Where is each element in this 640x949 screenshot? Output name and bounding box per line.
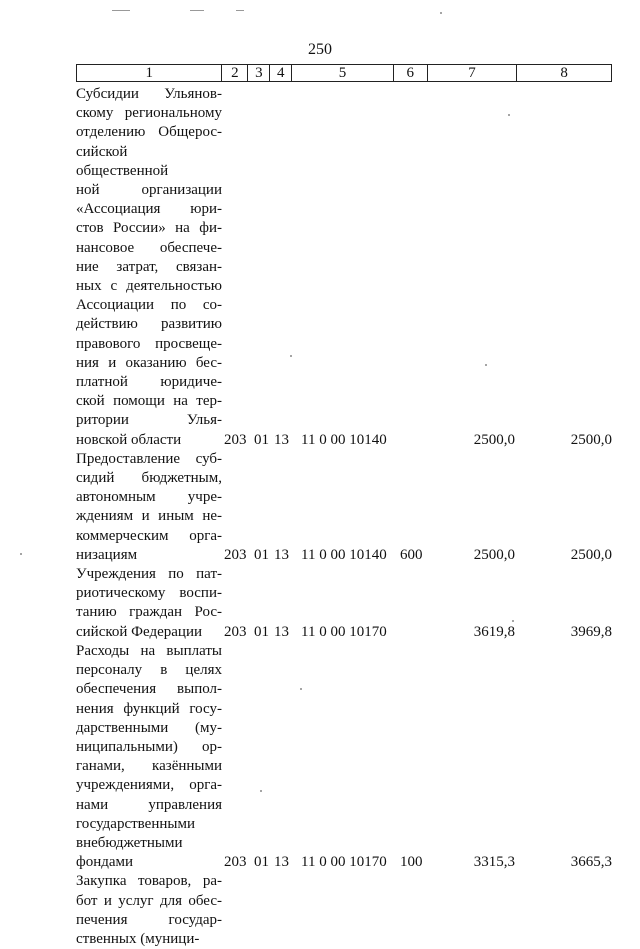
header-col-5: 5 (292, 65, 394, 81)
row-cell-c4: 13 (274, 431, 289, 448)
row-cell-c5: 11 0 00 10140 (301, 431, 387, 448)
row-cell-c7: 3315,3 (473, 854, 515, 871)
table-body (76, 82, 612, 949)
row-cell-c3: 01 (254, 431, 269, 448)
description-line: ной организации (76, 182, 222, 199)
description-line: фондами (76, 854, 134, 871)
row-cell-c6: 100 (400, 854, 423, 871)
row-description (76, 872, 222, 949)
row-cell-c7: 2500,0 (473, 431, 515, 448)
row-cell-c8: 2500,0 (570, 431, 612, 448)
scan-speck (440, 12, 442, 14)
scan-artifact-line (236, 10, 244, 11)
row-cell-c8: 3665,3 (570, 854, 612, 871)
table-row (76, 872, 612, 949)
description-line: платной юридиче- (76, 374, 222, 391)
description-line: Субсидии Ульянов- (76, 86, 222, 102)
description-line: Закупка товаров, ра- (76, 873, 222, 890)
description-line: сийской Федерации (76, 623, 203, 640)
row-cell-c5: 11 0 00 10140 (301, 546, 387, 563)
description-line: нансовое обеспече- (76, 239, 222, 256)
description-line: отделению Общерос- (76, 124, 222, 141)
description-line: внебюджетными (76, 834, 183, 851)
row-cell-c2: 203 (224, 623, 247, 640)
row-cell-c2: 203 (224, 854, 247, 871)
row-cell-c7: 3619,8 (473, 623, 515, 640)
row-cell-c7: 2500,0 (473, 546, 515, 563)
scan-speck (20, 553, 22, 555)
description-line: нами управления (76, 796, 222, 813)
description-line: ниципальными) ор- (76, 738, 222, 755)
description-line: Предоставление суб- (76, 450, 222, 467)
row-description (76, 642, 222, 872)
header-col-4: 4 (270, 65, 292, 81)
row-description (76, 450, 222, 565)
header-col-6: 6 (394, 65, 428, 81)
description-line: Расходы на выплаты (76, 642, 222, 659)
description-line: ритории Улья- (76, 412, 222, 429)
description-line: бот и услуг для обес- (76, 892, 222, 909)
description-line: ганами, казёнными (76, 758, 222, 775)
table-row (76, 85, 612, 450)
description-line: ния и оказанию бес- (76, 354, 222, 371)
description-line: нения функций госу- (76, 700, 222, 717)
description-line: сийской общественной (76, 143, 169, 179)
description-line: учреждениями, орга- (76, 777, 222, 794)
description-line: ждениям и иным не- (76, 508, 222, 525)
row-description (76, 85, 222, 450)
scan-artifact-line (112, 10, 130, 11)
row-cell-c5: 11 0 00 10170 (301, 854, 387, 871)
description-line: новской области (76, 431, 182, 448)
description-line: персоналу в целях (76, 662, 222, 679)
header-col-3: 3 (248, 65, 270, 81)
row-cell-c4: 13 (274, 546, 289, 563)
row-cell-c8: 2500,0 (570, 546, 612, 563)
description-line: скому региональному (76, 105, 222, 122)
description-line: автономным учре- (76, 489, 222, 506)
row-description (76, 565, 222, 642)
row-cell-c6: 600 (400, 546, 423, 563)
row-cell-c3: 01 (254, 623, 269, 640)
description-line: правового просвеще- (76, 335, 222, 352)
description-line: ственных (муници- (76, 930, 200, 947)
table-header-row (76, 64, 612, 82)
description-line: ской помощи на тер- (76, 393, 222, 410)
header-col-8: 8 (560, 65, 568, 81)
description-line: действию развитию (76, 316, 222, 333)
header-col-7: 7 (428, 65, 518, 81)
row-cell-c2: 203 (224, 546, 247, 563)
description-line: низациям (76, 546, 138, 563)
header-col-2: 2 (222, 65, 248, 81)
description-line: печения государ- (76, 911, 222, 928)
row-cell-c5: 11 0 00 10170 (301, 623, 387, 640)
budget-table (76, 64, 612, 949)
description-line: коммерческим орга- (76, 527, 222, 544)
row-cell-c3: 01 (254, 546, 269, 563)
row-cell-c4: 13 (274, 623, 289, 640)
row-cell-c3: 01 (254, 854, 269, 871)
description-line: государственными (76, 815, 195, 832)
description-line: риотическому воспи- (76, 585, 222, 602)
description-line: стов России» на фи- (76, 220, 222, 237)
table-row (76, 642, 612, 872)
description-line: ние затрат, связан- (76, 258, 222, 275)
table-row (76, 565, 612, 642)
description-line: сидий бюджетным, (76, 470, 222, 487)
description-line: танию граждан Рос- (76, 604, 222, 621)
header-col-1: 1 (77, 65, 222, 81)
row-cell-c4: 13 (274, 854, 289, 871)
description-line: «Ассоциация юри- (76, 201, 222, 218)
page-number: 250 (308, 41, 332, 58)
row-cell-c8: 3969,8 (570, 623, 612, 640)
description-line: дарственными (му- (76, 719, 222, 736)
scan-artifact-line (190, 10, 204, 11)
row-cell-c2: 203 (224, 431, 247, 448)
table-row (76, 450, 612, 565)
description-line: Ассоциации по со- (76, 297, 222, 314)
description-line: Учреждения по пат- (76, 566, 222, 583)
description-line: обеспечения выпол- (76, 681, 222, 698)
description-line: ных с деятельностью (76, 278, 222, 295)
